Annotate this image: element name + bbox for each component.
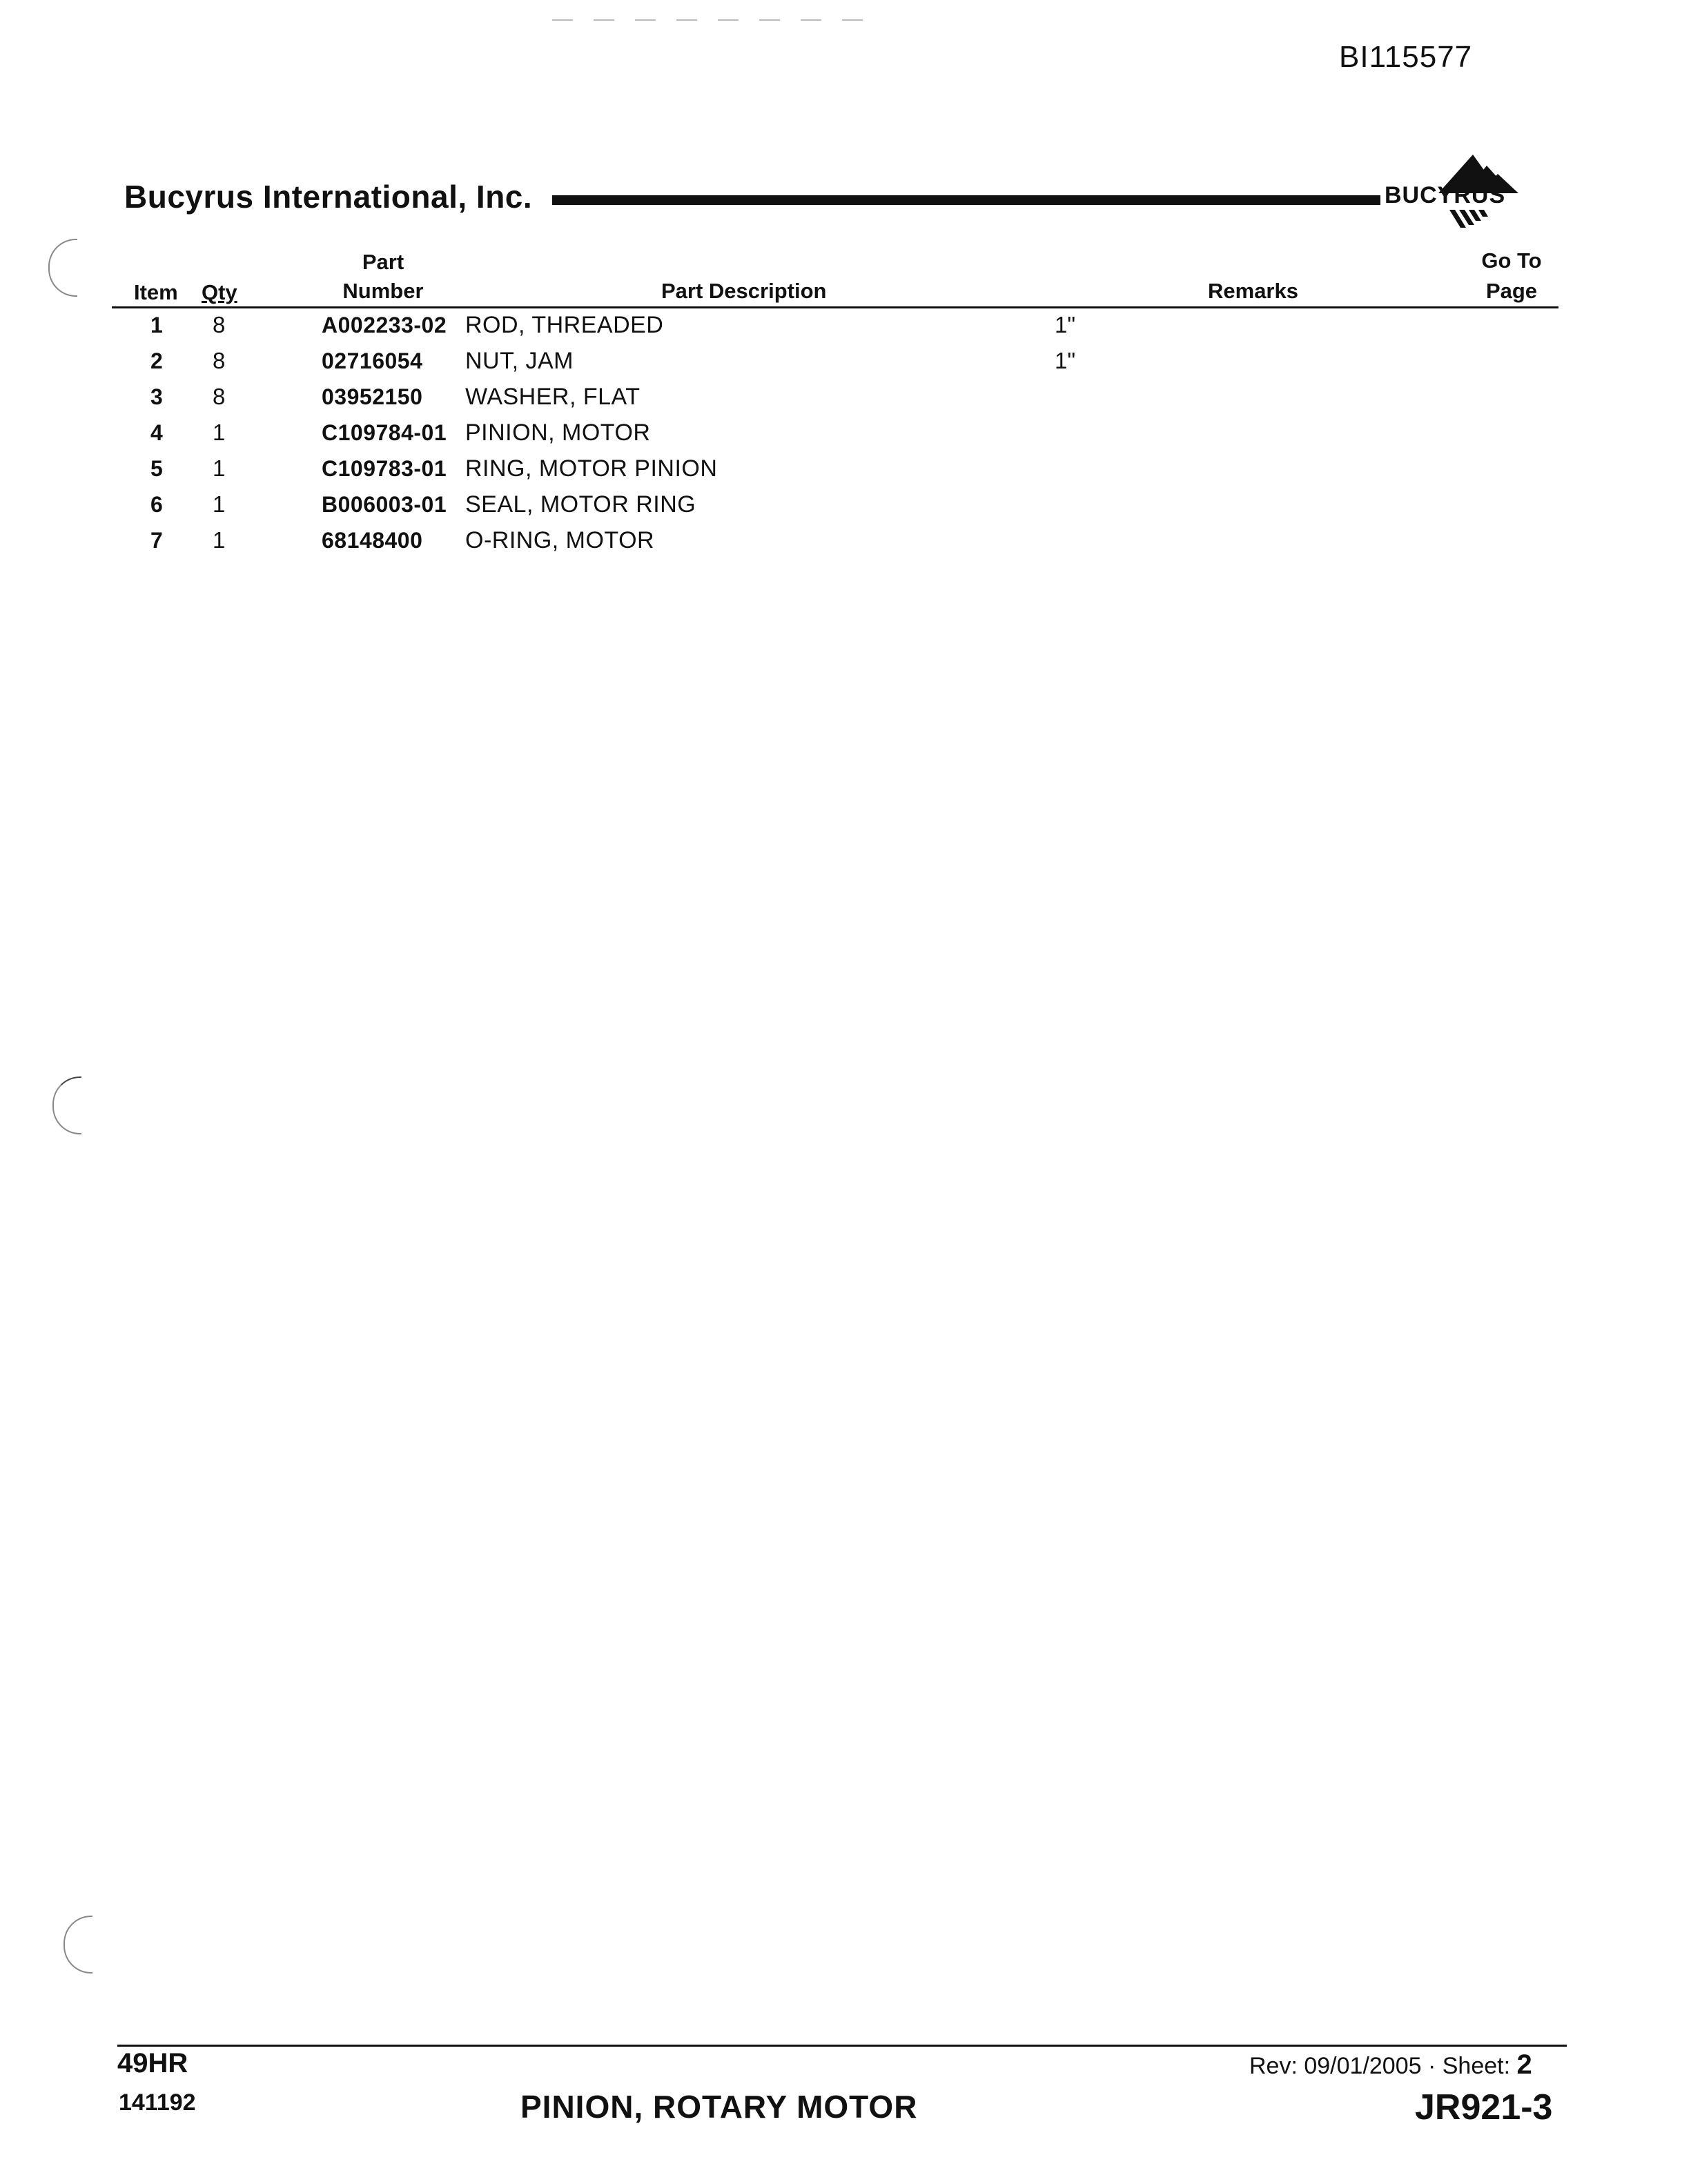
revision-label: Rev: 09/01/2005 · Sheet: [1249,2053,1511,2079]
qty: 8 [213,312,226,337]
qty: 1 [213,527,226,553]
part-number: 68148400 [322,528,423,553]
header-goto-line2: Page [1485,279,1538,303]
binder-hole-mark [48,239,77,297]
qty: 8 [213,348,226,373]
part-number: 03952150 [322,384,423,409]
assembly-title: PINION, ROTARY MOTOR [520,2089,918,2125]
qty: 1 [213,455,226,481]
table-row [0,379,1691,415]
company-name: Bucyrus International, Inc. [124,179,533,215]
item-number: 3 [150,384,163,409]
binder-hole-mark [52,1076,81,1134]
scan-artifact-line [552,19,883,21]
table-row [0,486,1691,522]
table-row [0,307,1691,343]
serial-number: 141192 [119,2089,196,2116]
part-number: 02716054 [322,348,423,373]
binder-hole-mark [63,1916,92,1974]
header-rule [552,195,1380,205]
item-number: 4 [150,420,163,445]
machine-model: 49HR [117,2048,188,2078]
footer-rule [117,2045,1567,2047]
part-number: B006003-01 [322,492,447,517]
table-row [0,522,1691,558]
part-description: SEAL, MOTOR RING [465,491,696,518]
qty: 1 [213,491,226,517]
item-number: 6 [150,492,163,517]
item-number: 7 [150,528,163,553]
header-goto-line1: Go To [1481,248,1542,273]
part-number: C109784-01 [322,420,447,445]
qty: 8 [213,384,226,409]
part-description: ROD, THREADED [465,312,664,338]
item-number: 1 [150,313,163,337]
item-number: 5 [150,456,163,481]
item-number: 2 [150,348,163,373]
header-part-line1: Part [362,250,404,274]
revision-sheet [1249,2049,1532,2080]
header-remarks: Remarks [1208,279,1298,303]
part-number: C109783-01 [322,456,447,481]
size-remark: 1" [1055,348,1076,373]
sheet-number: 2 [1516,2049,1532,2080]
part-description: NUT, JAM [465,348,574,374]
header-part-line2: Number [342,279,424,303]
qty: 1 [213,420,226,445]
drawing-number: JR921-3 [1415,2087,1553,2127]
logo-wordmark: BUCYRUS [1385,182,1506,208]
header-item: Item [134,280,178,304]
part-description: WASHER, FLAT [465,384,641,410]
document-id: BI115577 [1339,40,1473,74]
part-description: O-RING, MOTOR [465,527,655,553]
header-description: Part Description [661,279,827,303]
part-description: PINION, MOTOR [465,420,651,446]
table-row [0,415,1691,451]
part-number: A002233-02 [322,313,447,337]
size-remark: 1" [1055,312,1076,337]
header-qty: Qty [202,280,237,304]
table-row [0,343,1691,379]
table-row [0,451,1691,486]
part-description: RING, MOTOR PINION [465,455,718,482]
